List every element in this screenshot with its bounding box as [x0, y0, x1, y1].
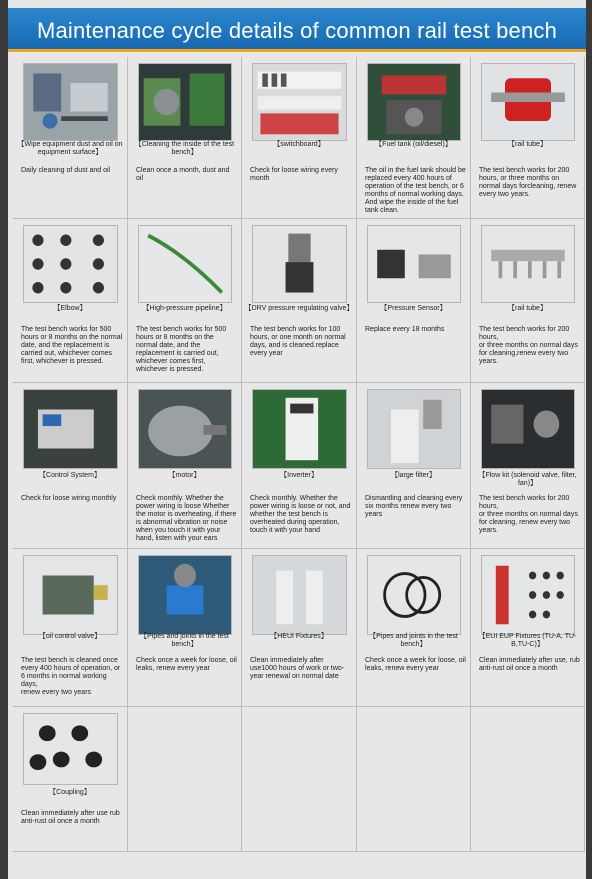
hoses-photo — [367, 555, 461, 635]
pressure-sensor-photo — [367, 225, 461, 303]
item-label: 【switchboard】 — [273, 141, 325, 148]
item-label: 【High-pressure pipeline】 — [142, 305, 227, 312]
rail-tube-photo — [481, 63, 575, 141]
motor-photo — [138, 389, 232, 469]
table-cell — [13, 549, 128, 707]
item-label: 【oil control valve】 — [38, 633, 102, 640]
table-cell — [471, 219, 585, 383]
item-label: 【Cleaning the inside of the test bench】 — [134, 141, 235, 156]
table-cell — [357, 57, 471, 219]
test-bench-photo — [23, 63, 118, 141]
table-cell — [242, 57, 357, 219]
table-cell — [242, 219, 357, 383]
oil-valve-photo — [23, 555, 118, 635]
item-description: Clean immediately after use1000 hours of work or two-year renewal on normal date — [250, 657, 345, 680]
item-label: 【Coupling】 — [49, 789, 91, 796]
item-label: 【Pipes and joints in the test bench】 — [369, 633, 458, 648]
pipes-photo — [138, 555, 232, 635]
table-cell — [13, 707, 128, 852]
page — [8, 0, 586, 879]
item-label: 【Control System】 — [39, 472, 101, 479]
item-description: The test bench works for 500 hours or 8 months on the normal date, and the replacement is carried out, whichever comes first, whichever is pressed. — [21, 326, 123, 365]
page-title: Maintenance cycle details of common rail test bench — [36, 18, 558, 43]
elbow-photo — [23, 225, 118, 303]
table-cell — [471, 57, 585, 219]
rail-tube-photo-2 — [481, 225, 575, 303]
table-cell — [242, 707, 357, 852]
table-cell — [13, 57, 128, 219]
item-description: Dismantling and cleaning every six months renew every two years — [365, 495, 463, 518]
control-system-photo — [23, 389, 118, 469]
item-description: Clean immediately after use rub anti-rust oil once a month — [21, 810, 120, 825]
item-description: Clean immediately after use, rub anti-rust oil once a month — [479, 657, 580, 672]
table-cell — [471, 707, 585, 852]
table-cell — [242, 383, 357, 549]
switchboard-photo — [252, 63, 347, 141]
table-cell — [13, 219, 128, 383]
item-description: Check once a week for loose, oil leaks, renew every year — [136, 657, 237, 672]
table-cell — [357, 383, 471, 549]
item-label: 【HEUI Fixtures】 — [270, 633, 328, 640]
inverter-photo — [252, 389, 347, 469]
item-description: The test bench works for 100 hours, or one month on normal days, and is cleaned.replace every year — [250, 326, 346, 357]
item-description: The test bench works for 200 hours, or three months on normal days for cleaning, renew every two years. — [479, 495, 578, 534]
fuel-tank-photo — [367, 63, 461, 141]
filter-photo — [367, 389, 461, 469]
table-cell — [128, 549, 242, 707]
item-label: 【rail tube】 — [508, 305, 547, 312]
item-label: 【Elbow】 — [53, 305, 87, 312]
item-label: 【Fuel tank (oil/diesel)】 — [375, 141, 452, 148]
item-description: The test bench is cleaned once every 400 hours of operation, or 6 months in normal working days, renew every two years — [21, 657, 121, 696]
item-label: 【Pipes and joints in the test bench】 — [140, 633, 229, 648]
item-description: Check monthly. Whether the power wiring is loose or not, and whether the test bench is overheated during operation, touch it with your hand — [250, 495, 351, 534]
flow-kit-photo — [481, 389, 575, 469]
item-description: Clean once a month, dust and oil — [136, 167, 230, 182]
bench-interior-photo — [138, 63, 232, 141]
item-label: 【EUI EUP Fixtures (TU-A, TU-B,TU-C)】 — [478, 633, 577, 648]
table-cell — [128, 383, 242, 549]
heui-photo — [252, 555, 347, 635]
table-cell — [471, 549, 585, 707]
item-label: 【motor】 — [168, 472, 201, 479]
item-description: Check for loose wiring monthly — [21, 495, 117, 502]
table-cell — [357, 549, 471, 707]
item-description: The test bench works for 200 hours, or three months on normal days for cleaning,renew every two years. — [479, 326, 578, 365]
table-cell — [242, 549, 357, 707]
title-banner — [8, 8, 586, 52]
coupling-photo — [23, 713, 118, 785]
item-label: 【large filter】 — [391, 472, 436, 479]
table-cell — [471, 383, 585, 549]
table-cell — [357, 707, 471, 852]
item-label: 【Flow kit (solenoid valve, filter, fan)】 — [478, 472, 577, 487]
item-description: Check once a week for loose, oil leaks, renew every year — [365, 657, 466, 672]
item-label: 【Inverter】 — [280, 472, 318, 479]
item-description: Daily cleaning of dust and oil — [21, 167, 111, 174]
drv-valve-photo — [252, 225, 347, 303]
item-label: 【rail tube】 — [508, 141, 547, 148]
item-description: The test bench works for 200 hours, or three months on normal days forcleaning, renew every two years. — [479, 167, 577, 198]
item-description: The oil in the fuel tank should be replaced every 400 hours of operation of the test bench, or 6 months of normal working days. And wipe the inside of the fuel tank clean. — [365, 167, 466, 214]
item-label: 【Wipe equipment dust and oil on equipment surface】 — [17, 141, 123, 156]
table-cell — [357, 219, 471, 383]
pipeline-photo — [138, 225, 232, 303]
item-description: Check monthly. Whether the power wiring is loose Whether the motor is overheating, if there is abnormal vibration or noise when you touch it with your hand, listen with your ears — [136, 495, 237, 542]
item-description: Replace every 18 months — [365, 326, 445, 333]
maintenance-table — [13, 57, 591, 852]
eui-fixture-photo — [481, 555, 575, 635]
table-cell — [128, 57, 242, 219]
item-label: 【Pressure Sensor】 — [380, 305, 447, 312]
item-label: 【DRV pressure regulating valve】 — [244, 305, 354, 312]
table-cell — [128, 707, 242, 852]
item-description: The test bench works for 500 hours or 8 months on the normal date, and the replacement is carried out, whichever comes first, whichever is pressed. — [136, 326, 227, 373]
item-description: Check for loose wiring every month — [250, 167, 338, 182]
table-cell — [13, 383, 128, 549]
table-cell — [128, 219, 242, 383]
